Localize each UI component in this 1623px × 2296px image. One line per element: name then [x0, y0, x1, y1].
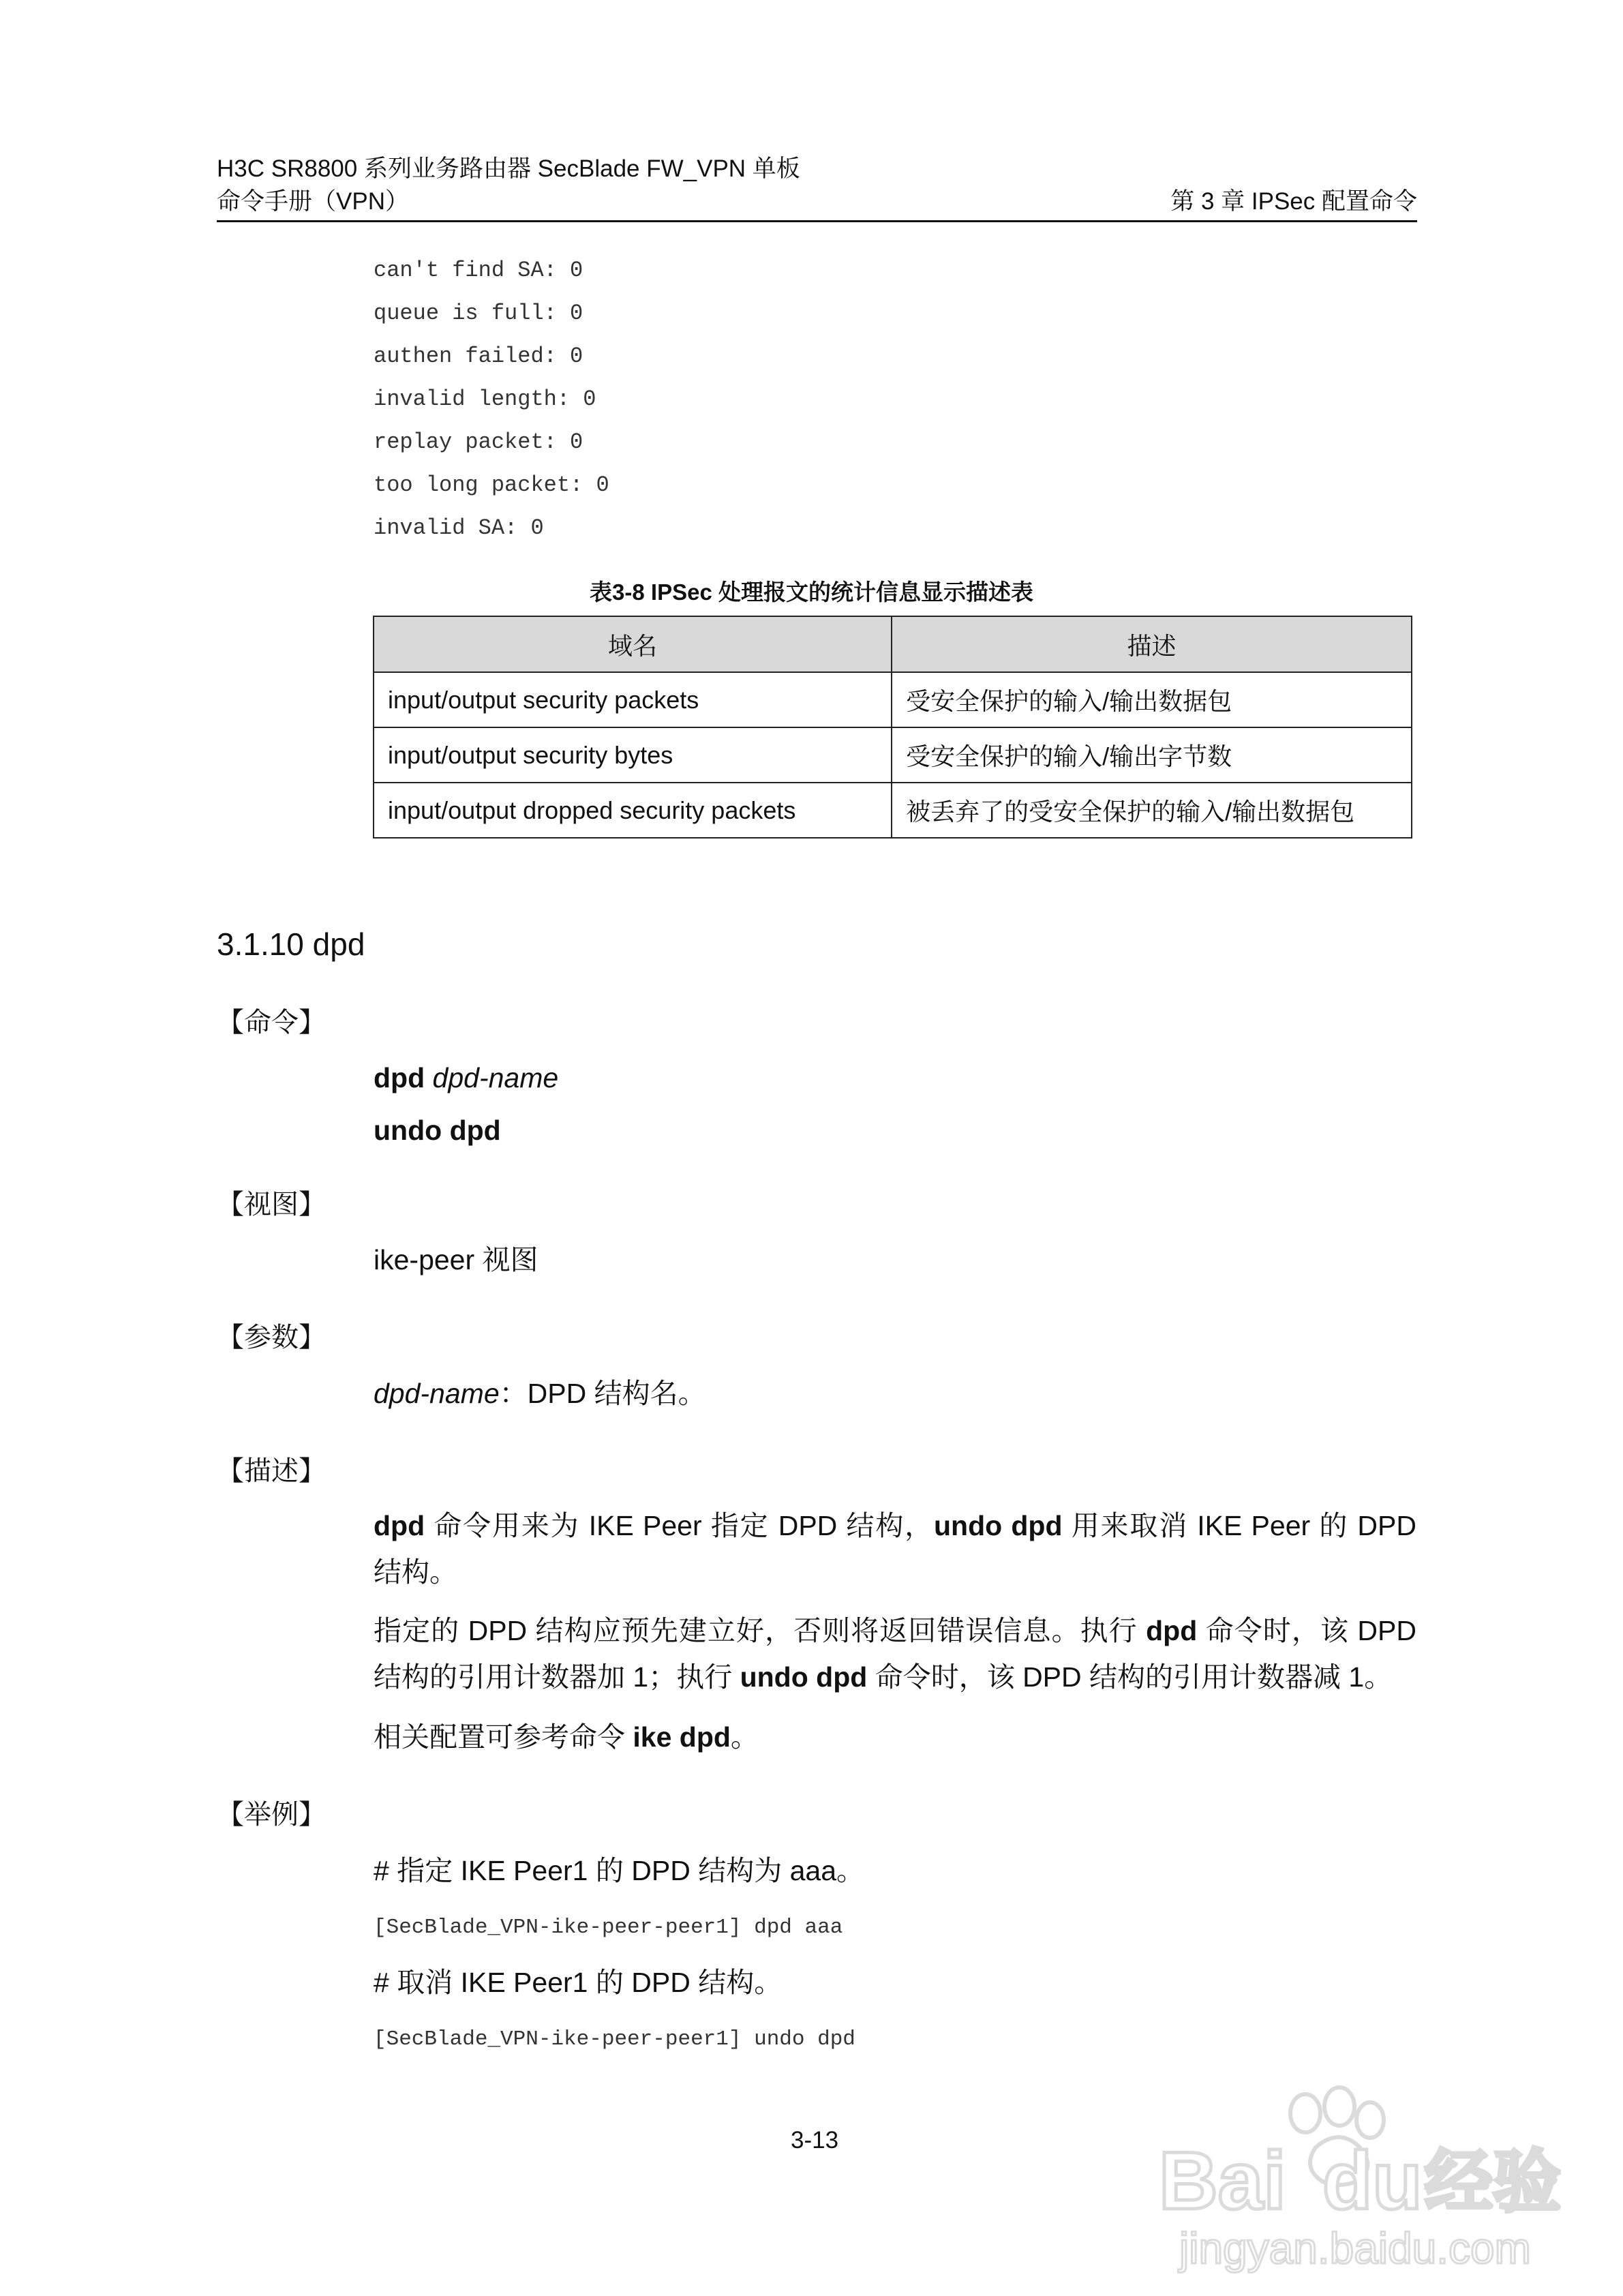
label-params: 【参数】 — [217, 1323, 326, 1353]
table-cell-field: input/output security bytes — [374, 727, 892, 783]
header-chapter: 第 3 章 IPSec 配置命令 — [1170, 188, 1417, 215]
desc-text: 用来取消 IKE Peer 的 DPD 结构。 — [374, 1510, 1416, 1588]
command-keyword: undo dpd — [374, 1115, 501, 1146]
desc-text: 相关配置可参考命令 — [374, 1721, 633, 1753]
command-syntax-undo-dpd — [374, 1107, 501, 1153]
code-line: invalid length: 0 — [374, 387, 596, 412]
table-header-row — [374, 616, 1412, 672]
label-command: 【命令】 — [217, 1008, 326, 1038]
command-argument: dpd-name — [432, 1062, 559, 1093]
code-line: queue is full: 0 — [374, 301, 583, 326]
command-keyword: dpd — [374, 1062, 425, 1093]
column-header-description: 描述 — [892, 616, 1412, 672]
param-name: dpd-name — [374, 1378, 500, 1409]
table-row — [374, 672, 1412, 727]
desc-text: 命令用来为 IKE Peer 指定 DPD 结构， — [425, 1510, 934, 1541]
stats-description-table — [373, 616, 1412, 839]
command-syntax-dpd — [374, 1055, 558, 1101]
param-text: ：DPD 结构名。 — [499, 1378, 706, 1409]
header-rule — [217, 220, 1417, 222]
baidu-paw-logo-icon — [1152, 2072, 1561, 2277]
table-row — [374, 727, 1412, 783]
code-line: invalid SA: 0 — [374, 515, 544, 541]
column-header-field: 域名 — [374, 616, 892, 672]
example-code: [SecBlade_VPN-ike-peer-peer1] dpd aaa — [374, 1916, 843, 1939]
label-example: 【举例】 — [217, 1800, 326, 1830]
baidu-watermark — [1152, 2072, 1561, 2277]
desc-text: 。 — [730, 1721, 759, 1753]
label-view: 【视图】 — [217, 1190, 326, 1220]
code-line: too long packet: 0 — [374, 472, 609, 498]
example-comment: # 指定 IKE Peer1 的 DPD 结构为 aaa。 — [374, 1855, 865, 1886]
svg-text:du: du — [1322, 2135, 1423, 2226]
table-cell-field: input/output dropped security packets — [374, 783, 892, 838]
svg-text:jingyan.baidu.com: jingyan.baidu.com — [1179, 2224, 1531, 2273]
code-line: replay packet: 0 — [374, 429, 583, 455]
header-manual-name: 命令手册（VPN） — [217, 188, 409, 215]
inline-command: ike dpd — [633, 1721, 731, 1753]
param-description — [374, 1370, 706, 1417]
desc-text: 命令时，该 DPD 结构的引用计数器减 1。 — [867, 1661, 1393, 1693]
inline-command: undo dpd — [933, 1510, 1063, 1541]
label-description: 【描述】 — [217, 1456, 326, 1486]
example-code: [SecBlade_VPN-ike-peer-peer1] undo dpd — [374, 2027, 855, 2051]
svg-text:Bai: Bai — [1159, 2135, 1286, 2226]
description-paragraph-3 — [374, 1714, 759, 1760]
code-line: can't find SA: 0 — [374, 258, 583, 283]
view-text: ike-peer 视图 — [374, 1244, 539, 1275]
desc-text: 命令时，该 DPD 结构的引用计数器加 1；执行 — [374, 1615, 1416, 1693]
code-line: authen failed: 0 — [374, 344, 583, 369]
example-comment: # 取消 IKE Peer1 的 DPD 结构。 — [374, 1967, 783, 1998]
description-paragraph-2 — [374, 1607, 1416, 1700]
header-title: H3C SR8800 系列业务路由器 SecBlade FW_VPN 单板 — [217, 155, 800, 182]
table-cell-description: 被丢弃了的受安全保护的输入/输出数据包 — [892, 783, 1412, 838]
desc-text: 指定的 DPD 结构应预先建立好，否则将返回错误信息。执行 — [374, 1615, 1147, 1646]
table-caption: 表3-8 IPSec 处理报文的统计信息显示描述表 — [590, 579, 1033, 605]
table-cell-description: 受安全保护的输入/输出字节数 — [892, 727, 1412, 783]
description-paragraph-1 — [374, 1502, 1416, 1595]
page-number: 3-13 — [791, 2127, 839, 2154]
table-row — [374, 783, 1412, 838]
table-cell-field: input/output security packets — [374, 672, 892, 727]
inline-command: undo dpd — [740, 1661, 868, 1693]
section-title: 3.1.10 dpd — [217, 926, 365, 962]
inline-command: dpd — [374, 1510, 425, 1541]
svg-text:经验: 经验 — [1425, 2144, 1561, 2220]
table-cell-description: 受安全保护的输入/输出数据包 — [892, 672, 1412, 727]
inline-command: dpd — [1146, 1615, 1198, 1646]
